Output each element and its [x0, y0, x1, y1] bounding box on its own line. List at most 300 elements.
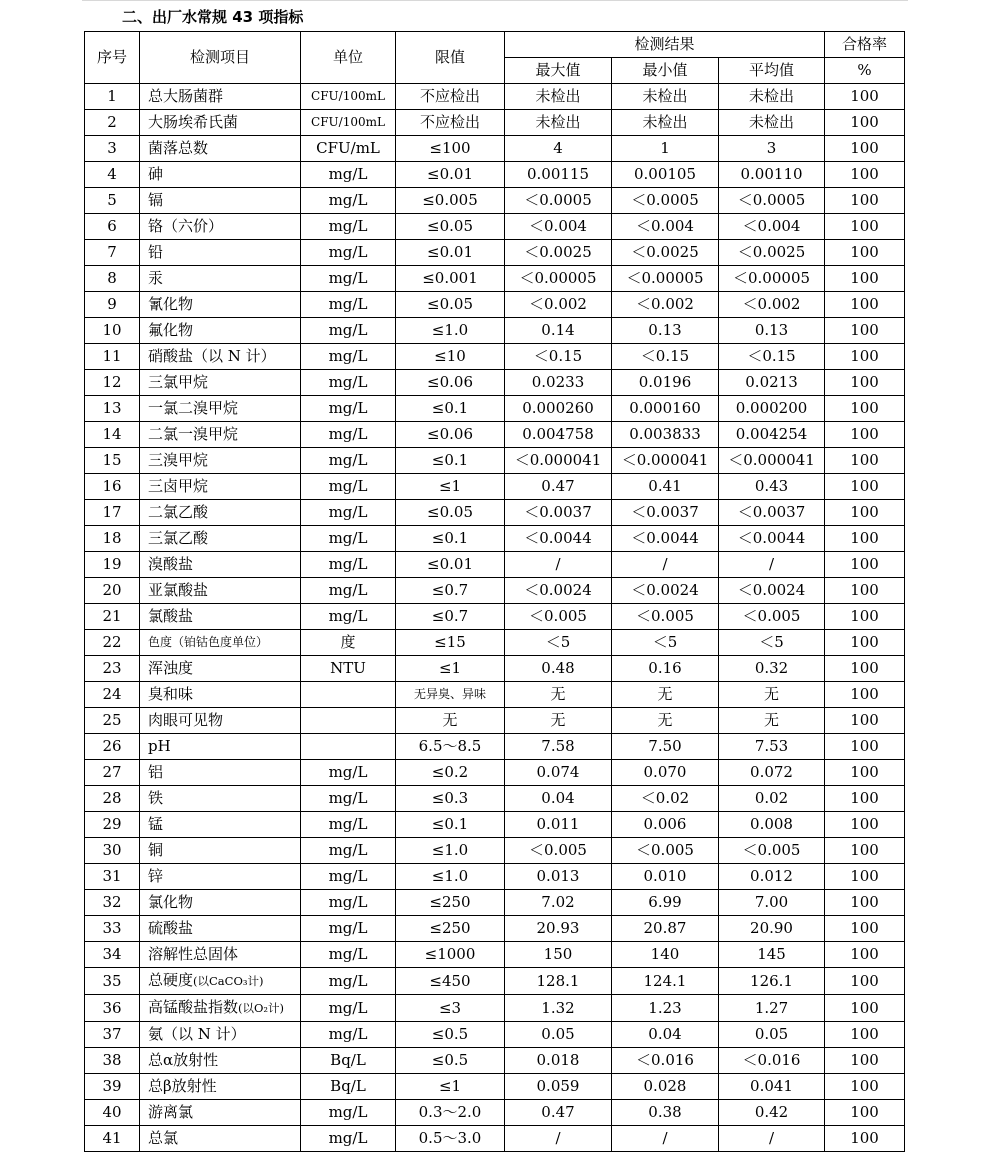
row-item: 大肠埃希氏菌 — [140, 110, 301, 136]
row-min: ＜0.02 — [612, 786, 719, 812]
row-number: 23 — [85, 656, 140, 682]
table-row — [85, 240, 905, 266]
row-number: 36 — [85, 995, 140, 1022]
row-number: 18 — [85, 526, 140, 552]
header-row-1 — [85, 32, 905, 58]
row-avg: ＜0.0005 — [719, 188, 825, 214]
row-avg: ＜0.005 — [719, 838, 825, 864]
row-unit — [301, 682, 396, 708]
row-min: 0.010 — [612, 864, 719, 890]
row-max: / — [505, 552, 612, 578]
row-min: 7.50 — [612, 734, 719, 760]
row-min: / — [612, 552, 719, 578]
row-max: 0.059 — [505, 1074, 612, 1100]
row-limit: ≤0.05 — [396, 500, 505, 526]
row-avg: 7.53 — [719, 734, 825, 760]
row-min: 0.000160 — [612, 396, 719, 422]
row-max: 未检出 — [505, 84, 612, 110]
row-avg: ＜0.0025 — [719, 240, 825, 266]
table-row — [85, 1126, 905, 1152]
row-number: 7 — [85, 240, 140, 266]
row-number: 9 — [85, 292, 140, 318]
row-number: 12 — [85, 370, 140, 396]
row-min: 0.04 — [612, 1022, 719, 1048]
row-item — [140, 968, 301, 995]
table-row — [85, 1022, 905, 1048]
row-pass-rate: 100 — [825, 266, 905, 292]
row-pass-rate: 100 — [825, 370, 905, 396]
row-number: 35 — [85, 968, 140, 995]
header-avg: 平均值 — [719, 58, 825, 84]
row-max: ＜0.0037 — [505, 500, 612, 526]
row-avg: 0.008 — [719, 812, 825, 838]
row-limit: ≤0.1 — [396, 526, 505, 552]
row-limit: ≤0.005 — [396, 188, 505, 214]
row-number: 5 — [85, 188, 140, 214]
table-row — [85, 838, 905, 864]
row-limit: ≤1 — [396, 656, 505, 682]
row-max: 0.14 — [505, 318, 612, 344]
row-limit: ≤0.3 — [396, 786, 505, 812]
row-number: 8 — [85, 266, 140, 292]
row-max: ＜5 — [505, 630, 612, 656]
row-avg: 未检出 — [719, 84, 825, 110]
row-min: ＜0.0044 — [612, 526, 719, 552]
row-limit: ≤0.01 — [396, 162, 505, 188]
row-min: 未检出 — [612, 84, 719, 110]
row-limit: ≤0.7 — [396, 578, 505, 604]
table-row — [85, 422, 905, 448]
table-row — [85, 552, 905, 578]
row-pass-rate: 100 — [825, 1100, 905, 1126]
row-min: 0.13 — [612, 318, 719, 344]
row-max: ＜0.002 — [505, 292, 612, 318]
row-item: 三氯甲烷 — [140, 370, 301, 396]
row-pass-rate: 100 — [825, 734, 905, 760]
row-item: 氨（以 N 计） — [140, 1022, 301, 1048]
row-avg: ＜0.005 — [719, 604, 825, 630]
row-unit: mg/L — [301, 422, 396, 448]
row-max: 150 — [505, 942, 612, 968]
row-min: ＜0.004 — [612, 214, 719, 240]
row-number: 28 — [85, 786, 140, 812]
row-item: 菌落总数 — [140, 136, 301, 162]
row-pass-rate: 100 — [825, 812, 905, 838]
row-avg: 3 — [719, 136, 825, 162]
row-max: 0.011 — [505, 812, 612, 838]
row-unit: mg/L — [301, 396, 396, 422]
row-min: 无 — [612, 708, 719, 734]
row-min: 140 — [612, 942, 719, 968]
row-min: / — [612, 1126, 719, 1152]
row-number: 32 — [85, 890, 140, 916]
row-limit: ≤10 — [396, 344, 505, 370]
row-min: ＜0.016 — [612, 1048, 719, 1074]
row-limit: 无异臭、异味 — [396, 682, 505, 708]
row-pass-rate: 100 — [825, 84, 905, 110]
row-unit: mg/L — [301, 552, 396, 578]
row-unit: Bq/L — [301, 1048, 396, 1074]
row-unit: mg/L — [301, 448, 396, 474]
row-item: 铅 — [140, 240, 301, 266]
row-min: ＜0.0025 — [612, 240, 719, 266]
row-unit: mg/L — [301, 214, 396, 240]
row-max: ＜0.000041 — [505, 448, 612, 474]
table-row — [85, 292, 905, 318]
row-pass-rate: 100 — [825, 318, 905, 344]
row-number: 26 — [85, 734, 140, 760]
row-min: ＜5 — [612, 630, 719, 656]
table-row — [85, 760, 905, 786]
row-max: 7.02 — [505, 890, 612, 916]
header-item: 检测项目 — [140, 32, 301, 84]
table-row — [85, 136, 905, 162]
row-limit: ≤15 — [396, 630, 505, 656]
row-number: 38 — [85, 1048, 140, 1074]
row-item: 氯化物 — [140, 890, 301, 916]
row-number: 37 — [85, 1022, 140, 1048]
row-item: 溶解性总固体 — [140, 942, 301, 968]
row-item — [140, 995, 301, 1022]
row-pass-rate: 100 — [825, 500, 905, 526]
row-item: 二氯乙酸 — [140, 500, 301, 526]
row-avg: ＜0.0024 — [719, 578, 825, 604]
table-body — [85, 84, 905, 1152]
table-row — [85, 500, 905, 526]
row-limit: ≤0.2 — [396, 760, 505, 786]
row-number: 21 — [85, 604, 140, 630]
table-row — [85, 526, 905, 552]
row-unit: mg/L — [301, 1100, 396, 1126]
row-number: 40 — [85, 1100, 140, 1126]
row-number: 16 — [85, 474, 140, 500]
row-avg: 无 — [719, 708, 825, 734]
row-pass-rate: 100 — [825, 344, 905, 370]
table-row — [85, 578, 905, 604]
row-unit: mg/L — [301, 188, 396, 214]
row-max: ＜0.0005 — [505, 188, 612, 214]
row-min: ＜0.15 — [612, 344, 719, 370]
row-number: 11 — [85, 344, 140, 370]
table-row — [85, 708, 905, 734]
table-row — [85, 864, 905, 890]
table-row — [85, 396, 905, 422]
row-limit: ≤0.7 — [396, 604, 505, 630]
row-limit: ≤0.06 — [396, 422, 505, 448]
header-pass-rate: 合格率 — [825, 32, 905, 58]
row-item: 二氯一溴甲烷 — [140, 422, 301, 448]
table-row — [85, 448, 905, 474]
row-limit: ≤1000 — [396, 942, 505, 968]
row-avg: ＜0.00005 — [719, 266, 825, 292]
row-unit: mg/L — [301, 786, 396, 812]
row-pass-rate: 100 — [825, 760, 905, 786]
row-number: 39 — [85, 1074, 140, 1100]
table-row — [85, 656, 905, 682]
table-row — [85, 630, 905, 656]
row-avg: 20.90 — [719, 916, 825, 942]
row-pass-rate: 100 — [825, 604, 905, 630]
row-avg: 0.0213 — [719, 370, 825, 396]
table-row — [85, 890, 905, 916]
row-item: 氟化物 — [140, 318, 301, 344]
table-row — [85, 84, 905, 110]
row-number: 34 — [85, 942, 140, 968]
row-pass-rate: 100 — [825, 136, 905, 162]
row-pass-rate: 100 — [825, 240, 905, 266]
row-min: 1.23 — [612, 995, 719, 1022]
row-pass-rate: 100 — [825, 838, 905, 864]
row-limit: 无 — [396, 708, 505, 734]
row-min: 0.070 — [612, 760, 719, 786]
row-avg: 0.072 — [719, 760, 825, 786]
water-quality-table — [84, 31, 905, 1152]
row-limit: ≤0.1 — [396, 448, 505, 474]
row-limit: ≤0.1 — [396, 396, 505, 422]
row-item-basis: (以CaCO₃计) — [193, 974, 264, 988]
row-item: 溴酸盐 — [140, 552, 301, 578]
row-number: 6 — [85, 214, 140, 240]
row-pass-rate: 100 — [825, 786, 905, 812]
row-max: ＜0.0024 — [505, 578, 612, 604]
row-limit: ≤0.06 — [396, 370, 505, 396]
row-number: 24 — [85, 682, 140, 708]
row-number: 13 — [85, 396, 140, 422]
row-number: 30 — [85, 838, 140, 864]
row-pass-rate: 100 — [825, 448, 905, 474]
row-pass-rate: 100 — [825, 110, 905, 136]
row-unit: mg/L — [301, 1126, 396, 1152]
row-min: ＜0.0005 — [612, 188, 719, 214]
row-max: ＜0.005 — [505, 838, 612, 864]
table-row — [85, 812, 905, 838]
row-avg: 0.05 — [719, 1022, 825, 1048]
row-pass-rate: 100 — [825, 1126, 905, 1152]
row-avg: ＜0.004 — [719, 214, 825, 240]
row-max: ＜0.0025 — [505, 240, 612, 266]
row-pass-rate: 100 — [825, 526, 905, 552]
row-avg: 0.32 — [719, 656, 825, 682]
row-item: 一氯二溴甲烷 — [140, 396, 301, 422]
row-max: 0.0233 — [505, 370, 612, 396]
row-number: 29 — [85, 812, 140, 838]
table-row — [85, 344, 905, 370]
row-number: 4 — [85, 162, 140, 188]
row-min: ＜0.005 — [612, 604, 719, 630]
row-avg: 0.13 — [719, 318, 825, 344]
row-limit: ≤0.5 — [396, 1048, 505, 1074]
row-limit: 6.5～8.5 — [396, 734, 505, 760]
row-pass-rate: 100 — [825, 864, 905, 890]
row-limit: ≤1.0 — [396, 838, 505, 864]
row-unit: Bq/L — [301, 1074, 396, 1100]
row-item: 三氯乙酸 — [140, 526, 301, 552]
row-item: 亚氯酸盐 — [140, 578, 301, 604]
row-item: 游离氯 — [140, 1100, 301, 1126]
row-item: 肉眼可见物 — [140, 708, 301, 734]
table-row — [85, 318, 905, 344]
row-limit: ≤0.01 — [396, 552, 505, 578]
row-max: 0.000260 — [505, 396, 612, 422]
page-top-rule — [82, 0, 908, 1]
row-min: 20.87 — [612, 916, 719, 942]
row-min: ＜0.002 — [612, 292, 719, 318]
row-unit: mg/L — [301, 1022, 396, 1048]
row-number: 25 — [85, 708, 140, 734]
row-limit: ≤1.0 — [396, 318, 505, 344]
row-limit: ≤0.05 — [396, 292, 505, 318]
row-max: ＜0.00005 — [505, 266, 612, 292]
row-min: 1 — [612, 136, 719, 162]
row-item: 铝 — [140, 760, 301, 786]
row-unit: mg/L — [301, 968, 396, 995]
row-number: 2 — [85, 110, 140, 136]
table-row — [85, 214, 905, 240]
table-row — [85, 604, 905, 630]
section-title: 二、出厂水常规 43 项指标 — [122, 8, 304, 26]
row-avg: 0.041 — [719, 1074, 825, 1100]
row-limit: ≤450 — [396, 968, 505, 995]
table-row — [85, 474, 905, 500]
row-unit: NTU — [301, 656, 396, 682]
header-limit: 限值 — [396, 32, 505, 84]
row-limit: ≤1 — [396, 1074, 505, 1100]
row-min: 0.003833 — [612, 422, 719, 448]
row-item-basis: (以O₂计) — [238, 1001, 285, 1015]
row-item: 总氯 — [140, 1126, 301, 1152]
row-pass-rate: 100 — [825, 968, 905, 995]
row-max: 4 — [505, 136, 612, 162]
row-unit: CFU/100mL — [301, 84, 396, 110]
row-item: 铜 — [140, 838, 301, 864]
row-unit: CFU/100mL — [301, 110, 396, 136]
row-limit: ≤100 — [396, 136, 505, 162]
row-min: 0.41 — [612, 474, 719, 500]
row-avg: 0.004254 — [719, 422, 825, 448]
row-limit: ≤0.05 — [396, 214, 505, 240]
row-number: 27 — [85, 760, 140, 786]
row-limit: ≤0.5 — [396, 1022, 505, 1048]
header-unit: 单位 — [301, 32, 396, 84]
row-pass-rate: 100 — [825, 995, 905, 1022]
row-avg: 126.1 — [719, 968, 825, 995]
row-avg: ＜0.0037 — [719, 500, 825, 526]
row-number: 15 — [85, 448, 140, 474]
row-max: ＜0.15 — [505, 344, 612, 370]
row-limit: ≤1.0 — [396, 864, 505, 890]
table-row — [85, 1048, 905, 1074]
row-unit: mg/L — [301, 474, 396, 500]
row-max: 128.1 — [505, 968, 612, 995]
row-pass-rate: 100 — [825, 682, 905, 708]
header-min: 最小值 — [612, 58, 719, 84]
table-row — [85, 968, 905, 995]
row-min: ＜0.005 — [612, 838, 719, 864]
row-item: 色度（铂钴色度单位） — [140, 630, 301, 656]
row-item: 硝酸盐（以 N 计） — [140, 344, 301, 370]
row-number: 14 — [85, 422, 140, 448]
row-pass-rate: 100 — [825, 630, 905, 656]
row-avg: 7.00 — [719, 890, 825, 916]
row-max: 0.018 — [505, 1048, 612, 1074]
row-unit — [301, 708, 396, 734]
row-item: 铁 — [140, 786, 301, 812]
header-results: 检测结果 — [505, 32, 825, 58]
row-min: ＜0.0037 — [612, 500, 719, 526]
row-pass-rate: 100 — [825, 578, 905, 604]
row-max: 0.47 — [505, 474, 612, 500]
row-min: 0.00105 — [612, 162, 719, 188]
row-max: 7.58 — [505, 734, 612, 760]
row-number: 1 — [85, 84, 140, 110]
row-item-main: 总硬度 — [148, 971, 194, 989]
row-unit: mg/L — [301, 344, 396, 370]
row-unit: mg/L — [301, 500, 396, 526]
row-max: 0.48 — [505, 656, 612, 682]
row-max: 0.013 — [505, 864, 612, 890]
row-avg: 1.27 — [719, 995, 825, 1022]
row-limit: ≤1 — [396, 474, 505, 500]
row-unit: mg/L — [301, 838, 396, 864]
row-unit: mg/L — [301, 890, 396, 916]
row-max: ＜0.0044 — [505, 526, 612, 552]
row-avg: / — [719, 1126, 825, 1152]
row-pass-rate: 100 — [825, 1048, 905, 1074]
row-max: 1.32 — [505, 995, 612, 1022]
row-limit: 不应检出 — [396, 84, 505, 110]
row-max: 0.074 — [505, 760, 612, 786]
row-limit: ≤0.1 — [396, 812, 505, 838]
row-pass-rate: 100 — [825, 942, 905, 968]
row-min: 0.38 — [612, 1100, 719, 1126]
row-unit: mg/L — [301, 864, 396, 890]
row-unit: mg/L — [301, 812, 396, 838]
row-item: 浑浊度 — [140, 656, 301, 682]
row-limit: ≤0.01 — [396, 240, 505, 266]
row-number: 33 — [85, 916, 140, 942]
row-item: 总β放射性 — [140, 1074, 301, 1100]
row-item: 氯酸盐 — [140, 604, 301, 630]
table-row — [85, 370, 905, 396]
row-min: 无 — [612, 682, 719, 708]
table-row — [85, 110, 905, 136]
row-max: 无 — [505, 708, 612, 734]
row-max: / — [505, 1126, 612, 1152]
row-item: 铬（六价） — [140, 214, 301, 240]
row-avg: 未检出 — [719, 110, 825, 136]
row-unit: CFU/mL — [301, 136, 396, 162]
row-min: ＜0.000041 — [612, 448, 719, 474]
row-item: 总大肠菌群 — [140, 84, 301, 110]
row-number: 41 — [85, 1126, 140, 1152]
row-min: 6.99 — [612, 890, 719, 916]
row-avg: ＜0.000041 — [719, 448, 825, 474]
row-min: ＜0.00005 — [612, 266, 719, 292]
row-avg: ＜0.002 — [719, 292, 825, 318]
row-unit: mg/L — [301, 266, 396, 292]
table-row — [85, 1074, 905, 1100]
row-avg: / — [719, 552, 825, 578]
row-avg: 0.02 — [719, 786, 825, 812]
table-row — [85, 266, 905, 292]
row-unit: mg/L — [301, 604, 396, 630]
row-item: 臭和味 — [140, 682, 301, 708]
row-pass-rate: 100 — [825, 474, 905, 500]
row-item-main: 高锰酸盐指数 — [148, 998, 239, 1016]
row-number: 3 — [85, 136, 140, 162]
row-pass-rate: 100 — [825, 916, 905, 942]
row-max: 未检出 — [505, 110, 612, 136]
